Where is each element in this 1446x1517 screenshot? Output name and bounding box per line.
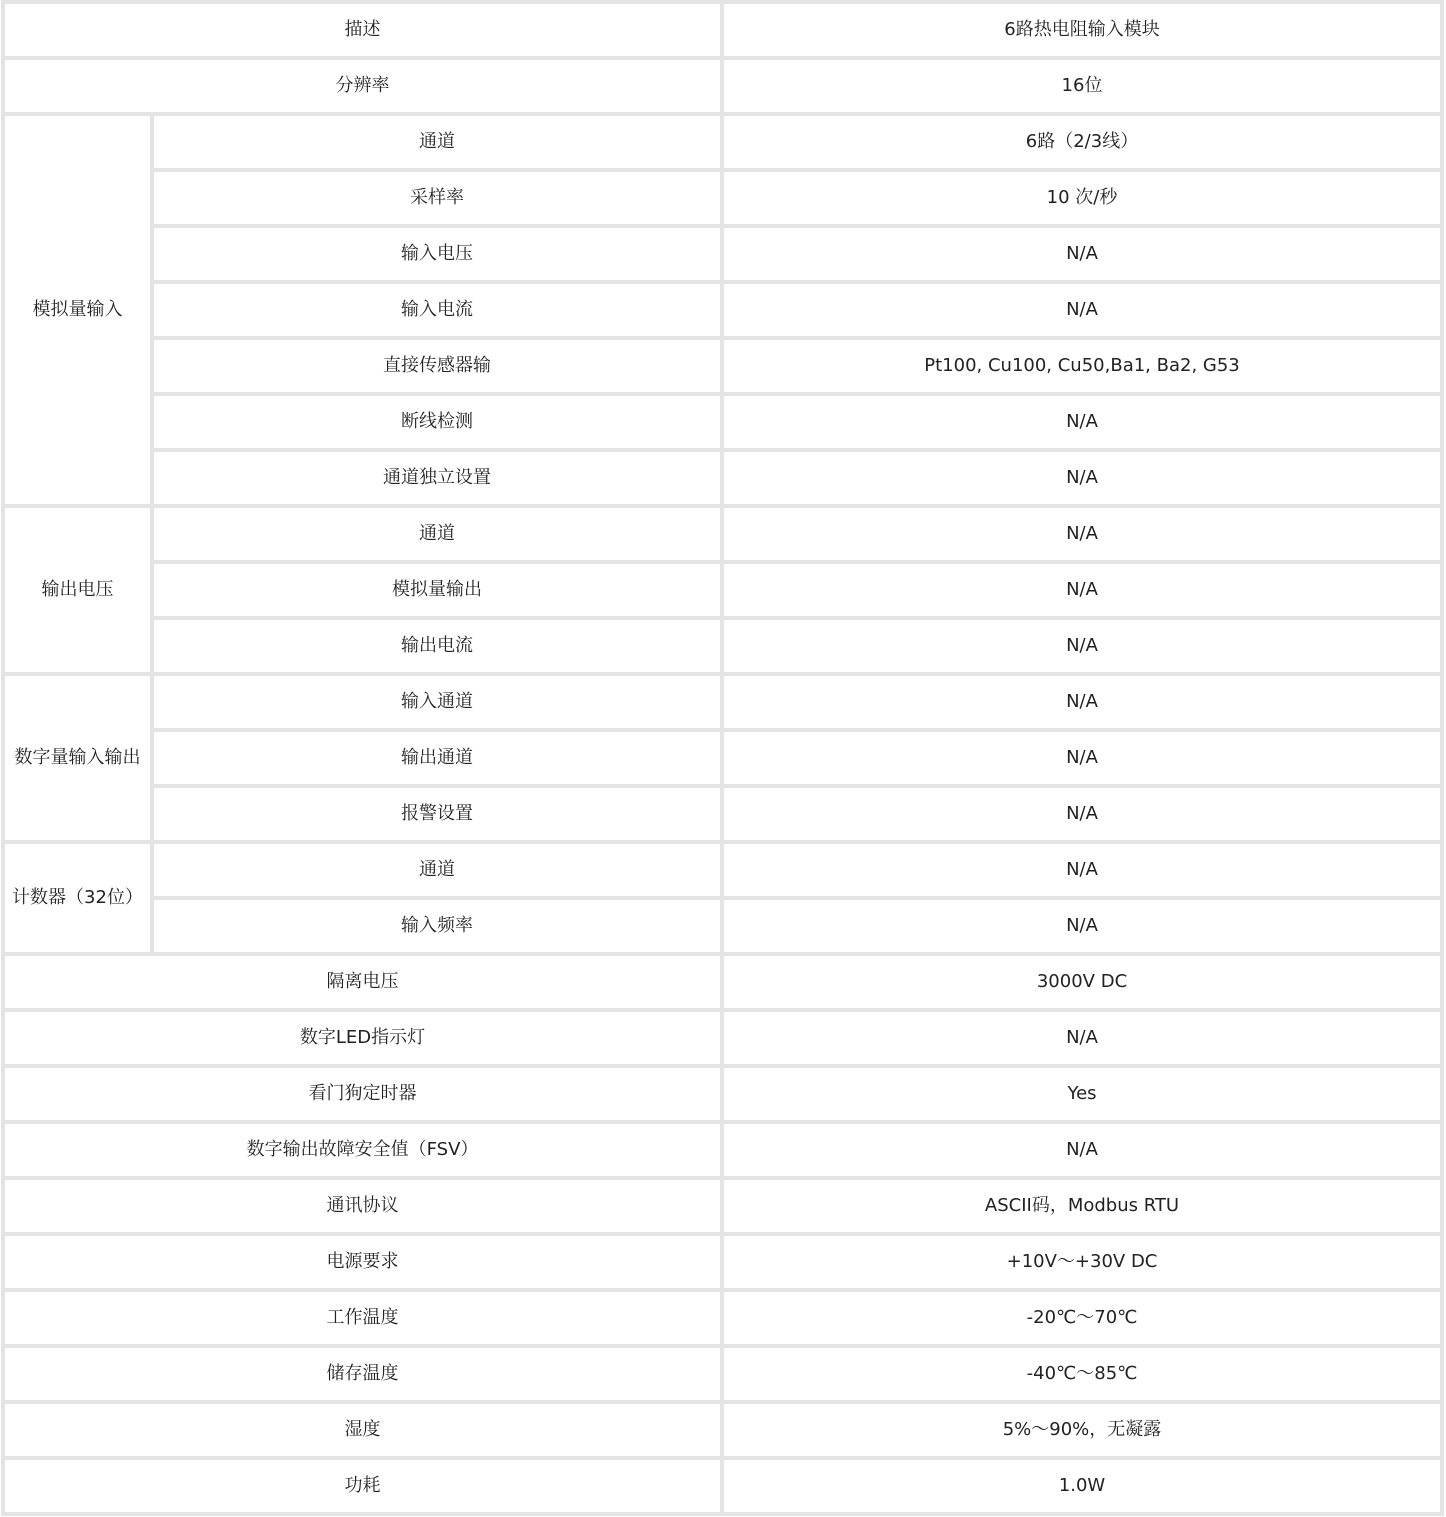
sub-row-value bbox=[720, 224, 1444, 284]
sub-row-value-text: N/A bbox=[1066, 803, 1098, 824]
sub-row-value bbox=[720, 168, 1444, 228]
row-label-text: 描述 bbox=[344, 19, 381, 40]
group-label bbox=[1, 504, 154, 676]
row-value-text: 6路热电阻输入模块 bbox=[1004, 19, 1160, 40]
row-value-text: ASCII码，Modbus RTU bbox=[984, 1195, 1180, 1216]
row-value-text: 1.0W bbox=[1058, 1475, 1106, 1496]
row-value-text: -40℃～85℃ bbox=[1026, 1363, 1138, 1384]
row-value-text: -20℃～70℃ bbox=[1026, 1307, 1138, 1328]
sub-row-label-text: 输出通道 bbox=[401, 747, 473, 768]
sub-row-value bbox=[720, 448, 1444, 508]
sub-row-label bbox=[150, 616, 724, 676]
sub-row-label-text: 通道 bbox=[419, 131, 455, 152]
row-value bbox=[720, 1344, 1444, 1404]
sub-row-label-text: 断线检测 bbox=[401, 411, 473, 432]
sub-row-label-text: 直接传感器输 bbox=[383, 355, 491, 376]
row-label-text: 功耗 bbox=[344, 1475, 381, 1496]
sub-row-value-text: N/A bbox=[1066, 747, 1098, 768]
sub-row-value-text: N/A bbox=[1066, 691, 1098, 712]
row-value bbox=[720, 1008, 1444, 1068]
sub-row-value bbox=[720, 280, 1444, 340]
row-label bbox=[1, 1008, 724, 1068]
group-label-text: 计数器（32位） bbox=[12, 887, 143, 908]
sub-row-value bbox=[720, 616, 1444, 676]
sub-row-value-text: 10 次/秒 bbox=[1046, 187, 1118, 208]
sub-row-label-text: 通道独立设置 bbox=[383, 467, 491, 488]
row-value-text: N/A bbox=[1066, 1139, 1098, 1160]
row-label bbox=[1, 952, 724, 1012]
sub-row-label bbox=[150, 672, 724, 732]
row-value bbox=[720, 952, 1444, 1012]
row-value bbox=[720, 1288, 1444, 1348]
row-value-text: 3000V DC bbox=[1036, 971, 1128, 992]
sub-row-value-text: N/A bbox=[1066, 243, 1098, 264]
sub-row-label bbox=[150, 112, 724, 172]
row-label-text: 电源要求 bbox=[326, 1251, 399, 1272]
row-label-text: 工作温度 bbox=[326, 1307, 399, 1328]
row-label-text: 储存温度 bbox=[326, 1363, 399, 1384]
sub-row-value-text: N/A bbox=[1066, 523, 1098, 544]
row-value-text: +10V～+30V DC bbox=[1006, 1251, 1158, 1272]
sub-row-value bbox=[720, 728, 1444, 788]
sub-row-value bbox=[720, 112, 1444, 172]
sub-row-label bbox=[150, 280, 724, 340]
group-label bbox=[1, 840, 154, 956]
row-value bbox=[720, 1400, 1444, 1460]
row-value-text: 5%～90%，无凝露 bbox=[1002, 1419, 1162, 1440]
sub-row-value bbox=[720, 392, 1444, 452]
sub-row-label-text: 输出电流 bbox=[401, 635, 473, 656]
row-label bbox=[1, 1176, 724, 1236]
sub-row-label-text: 报警设置 bbox=[401, 803, 473, 824]
sub-row-label bbox=[150, 504, 724, 564]
row-label bbox=[1, 1344, 724, 1404]
row-value-text: Yes bbox=[1067, 1083, 1097, 1104]
sub-row-value-text: N/A bbox=[1066, 635, 1098, 656]
sub-row-value-text: N/A bbox=[1066, 915, 1098, 936]
sub-row-value bbox=[720, 336, 1444, 396]
sub-row-value-text: N/A bbox=[1066, 299, 1098, 320]
sub-row-label bbox=[150, 840, 724, 900]
row-label-text: 分辨率 bbox=[335, 75, 390, 96]
row-value bbox=[720, 1456, 1444, 1516]
sub-row-value bbox=[720, 784, 1444, 844]
sub-row-label-text: 模拟量输出 bbox=[392, 579, 482, 600]
sub-row-value-text: N/A bbox=[1066, 467, 1098, 488]
sub-row-label bbox=[150, 896, 724, 956]
row-label bbox=[1, 1288, 724, 1348]
sub-row-label bbox=[150, 168, 724, 228]
sub-row-value bbox=[720, 840, 1444, 900]
row-value bbox=[720, 1064, 1444, 1124]
group-label bbox=[1, 672, 154, 844]
row-value bbox=[720, 1120, 1444, 1180]
row-label-text: 湿度 bbox=[344, 1419, 381, 1440]
sub-row-label bbox=[150, 224, 724, 284]
group-label bbox=[1, 112, 154, 508]
sub-row-label-text: 采样率 bbox=[410, 187, 464, 208]
row-label-text: 数字LED指示灯 bbox=[299, 1027, 426, 1048]
row-label bbox=[1, 1064, 724, 1124]
sub-row-label-text: 输入电压 bbox=[401, 243, 473, 264]
row-label bbox=[1, 56, 724, 116]
row-label bbox=[1, 1456, 724, 1516]
sub-row-label bbox=[150, 448, 724, 508]
sub-row-value bbox=[720, 896, 1444, 956]
sub-row-label bbox=[150, 560, 724, 620]
sub-row-value bbox=[720, 504, 1444, 564]
sub-row-label-text: 通道 bbox=[419, 859, 455, 880]
sub-row-value-text: N/A bbox=[1066, 859, 1098, 880]
sub-row-label bbox=[150, 392, 724, 452]
row-label bbox=[1, 1232, 724, 1292]
row-label-text: 通讯协议 bbox=[326, 1195, 399, 1216]
row-label-text: 隔离电压 bbox=[326, 971, 399, 992]
row-value bbox=[720, 0, 1444, 60]
sub-row-label-text: 输入电流 bbox=[401, 299, 473, 320]
sub-row-label bbox=[150, 784, 724, 844]
sub-row-value-text: N/A bbox=[1066, 579, 1098, 600]
sub-row-value-text: 6路（2/3线） bbox=[1025, 131, 1139, 152]
row-label-text: 看门狗定时器 bbox=[308, 1083, 417, 1104]
row-label bbox=[1, 1120, 724, 1180]
row-label bbox=[1, 1400, 724, 1460]
row-label-text: 数字输出故障安全值（FSV） bbox=[246, 1139, 479, 1160]
group-label-text: 输出电压 bbox=[41, 579, 114, 600]
sub-row-value bbox=[720, 672, 1444, 732]
sub-row-label-text: 通道 bbox=[419, 523, 455, 544]
sub-row-value bbox=[720, 560, 1444, 620]
sub-row-label-text: 输入频率 bbox=[401, 915, 473, 936]
row-value-text: 16位 bbox=[1061, 75, 1103, 96]
sub-row-label bbox=[150, 336, 724, 396]
sub-row-label-text: 输入通道 bbox=[401, 691, 473, 712]
group-label-text: 数字量输入输出 bbox=[14, 747, 141, 768]
sub-row-label bbox=[150, 728, 724, 788]
row-value bbox=[720, 1176, 1444, 1236]
row-label bbox=[1, 0, 724, 60]
sub-row-value-text: Pt100, Cu100, Cu50,Ba1, Ba2, G53 bbox=[924, 355, 1240, 376]
row-value bbox=[720, 1232, 1444, 1292]
row-value bbox=[720, 56, 1444, 116]
row-value-text: N/A bbox=[1066, 1027, 1098, 1048]
group-label-text: 模拟量输入 bbox=[32, 299, 123, 320]
sub-row-value-text: N/A bbox=[1066, 411, 1098, 432]
